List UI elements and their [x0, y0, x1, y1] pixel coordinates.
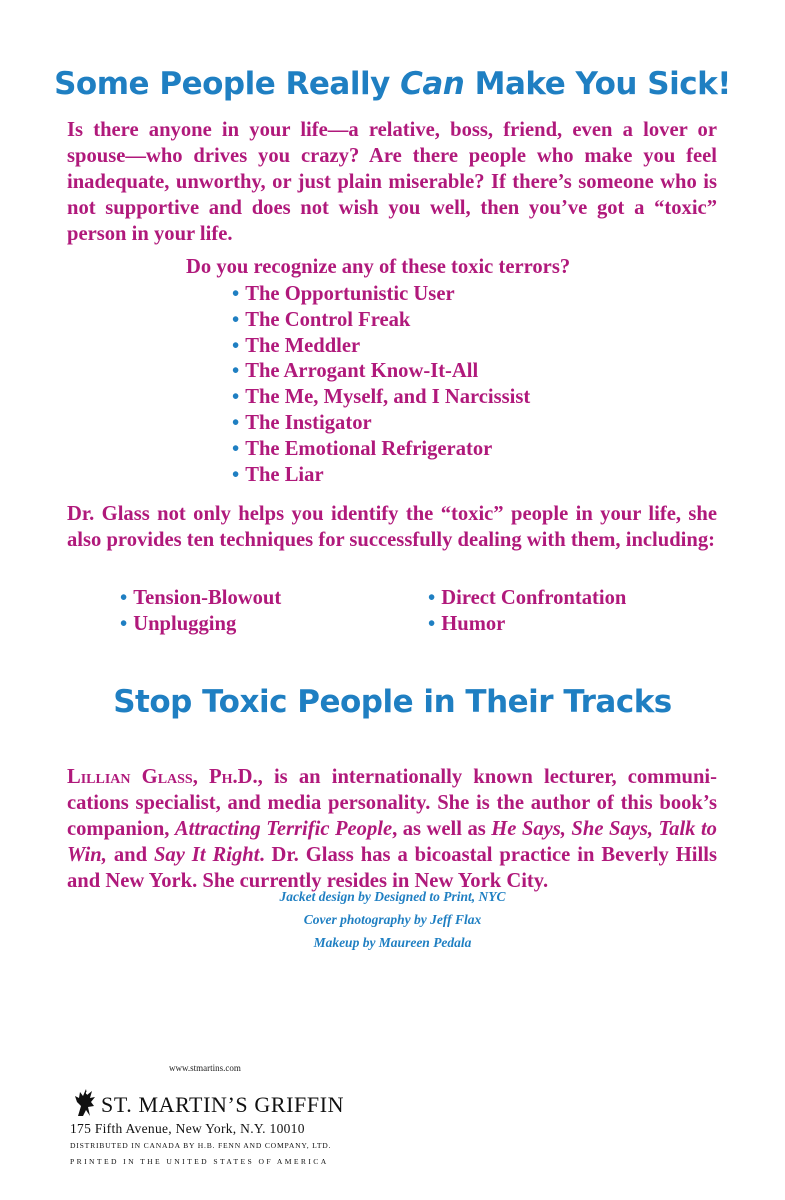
list-item-label: The Control Freak — [245, 308, 411, 331]
bullet-icon: • — [428, 587, 436, 609]
list-item — [120, 585, 281, 611]
list-item-label: Humor — [441, 613, 506, 635]
techniques-list-left — [120, 585, 281, 637]
credit-line: Makeup by Maureen Pedala — [313, 935, 472, 950]
credit-line: Jacket design by Designed to Print, NYC — [279, 889, 506, 904]
list-item — [120, 611, 281, 637]
bullet-icon: • — [232, 334, 240, 357]
toxic-terrors-list — [232, 282, 530, 488]
list-item — [232, 359, 530, 385]
book-title: Say It Right — [153, 844, 260, 866]
publisher-website[interactable]: www.stmartins.com — [169, 1063, 241, 1073]
bullet-icon: • — [120, 613, 128, 635]
publisher-distribution: DISTRIBUTED IN CANADA BY H.B. FENN AND COMPANY, LTD. — [70, 1141, 332, 1150]
bullet-icon: • — [232, 386, 240, 409]
bullet-icon: • — [232, 463, 240, 486]
list-item — [428, 585, 626, 611]
techniques-list-right — [428, 585, 626, 637]
list-item — [232, 308, 530, 334]
list-item — [232, 334, 530, 360]
bio-text: is an internationally known lecturer, communications specialist, and media personality. She is the author of this book’s companion, — [67, 766, 717, 840]
bullet-icon: • — [232, 283, 240, 305]
list-item — [232, 282, 530, 308]
bio-text: and — [106, 844, 154, 866]
credit-line: Cover photography by Jeff Flax — [303, 912, 482, 927]
list-item — [232, 463, 530, 489]
book-title: He Says, She Says, Talk to Win, — [67, 818, 717, 866]
list-item-label: The Arrogant Know-It-All — [245, 360, 479, 383]
headline-top-after: Make You Sick! — [464, 66, 731, 102]
list-item-label: The Opportunistic User — [245, 283, 455, 305]
author-bio — [67, 764, 717, 894]
publisher-address: 175 Fifth Avenue, New York, N.Y. 10010 — [70, 1121, 305, 1136]
bullet-icon: • — [232, 308, 240, 331]
list-item-label: The Liar — [245, 463, 324, 486]
headline-bottom: Stop Toxic People in Their Tracks — [113, 684, 672, 720]
book-title: Attracting Terrific People — [174, 818, 393, 840]
list-item-label: The Instigator — [245, 411, 372, 434]
list-item-label: Unplugging — [133, 613, 237, 635]
list-item-label: The Me, Myself, and I Narcissist — [245, 386, 531, 409]
toxic-terrors-question: Do you recognize any of these toxic terrors? — [186, 256, 571, 278]
techniques-paragraph: Dr. Glass not only helps you identify the “toxic” people in your life, she also provides ten techniques for successfully dealing with them, including: — [67, 503, 717, 551]
bullet-icon: • — [428, 613, 436, 635]
bullet-icon: • — [232, 411, 240, 434]
credits — [0, 885, 785, 954]
headline-top — [0, 66, 785, 102]
list-item — [232, 411, 530, 437]
list-item-label: The Emotional Refrigerator — [245, 437, 493, 460]
list-item-label: Tension-Blowout — [133, 587, 282, 609]
list-item — [232, 437, 530, 463]
publisher-imprint: ST. MARTIN’S GRIFFIN — [101, 1092, 345, 1117]
headline-top-before: Some People Really — [54, 66, 401, 102]
intro-paragraph: Is there anyone in your life—a relative, boss, friend, even a lover or spouse—who drives you crazy? Are there people who make you feel inadequate, unworthy, or just plain miserable? If there’s someone who is not supportive and does not wish you well, then you’ve got a “toxic” person in your life. — [67, 119, 717, 245]
list-item — [428, 611, 626, 637]
griffin-logo-icon — [72, 1086, 98, 1118]
bullet-icon: • — [232, 437, 240, 460]
list-item-label: The Meddler — [245, 334, 361, 357]
bio-text: , as well as — [392, 818, 492, 840]
headline-top-emphasis: Can — [400, 66, 465, 102]
author-name: Lillian Glass, Ph.D., — [67, 766, 263, 788]
bullet-icon: • — [120, 587, 128, 609]
list-item — [232, 385, 530, 411]
publisher-printed: PRINTED IN THE UNITED STATES OF AMERICA — [70, 1157, 329, 1166]
bio-text: . Dr. Glass has a bicoastal practice in Beverly Hills and New York. She currently resides in New York City. — [67, 844, 717, 892]
bullet-icon: • — [232, 360, 240, 383]
publisher-imprint-row — [70, 1086, 390, 1120]
list-item-label: Direct Confrontation — [441, 587, 627, 609]
